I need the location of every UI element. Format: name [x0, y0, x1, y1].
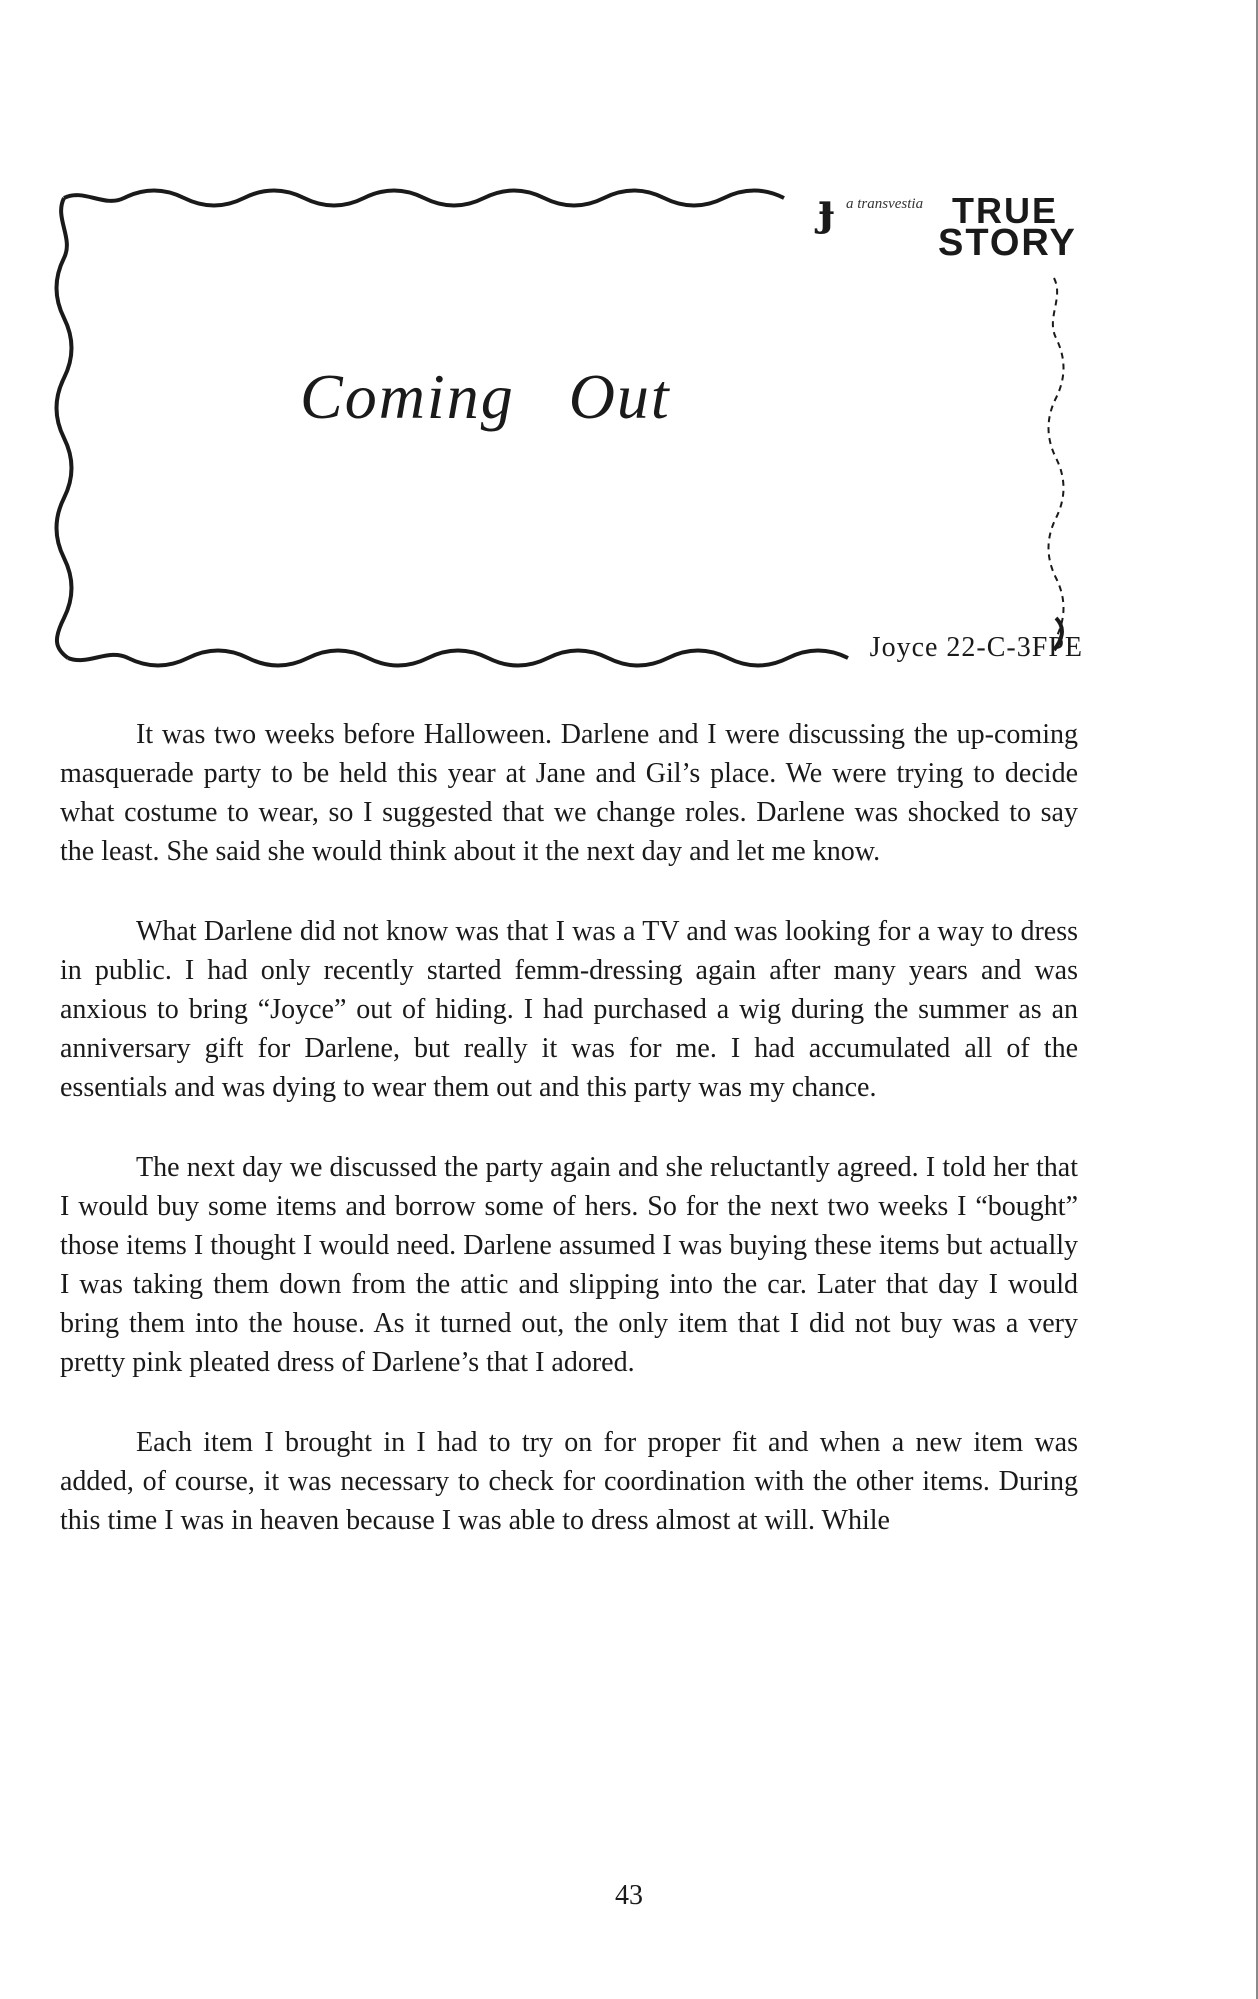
badge-subtitle: a transvestia — [846, 196, 924, 212]
badge-word-true: TRUE — [952, 190, 1058, 231]
story-body — [60, 715, 1078, 1581]
story-title — [300, 360, 671, 434]
paragraph: Each item I brought in I had to try on for proper fit and when a new item was added, of course, it was necessary to check for coordination with the other items. During this time I was in heaven because I was able to dress almost at will. While — [60, 1427, 1078, 1536]
title-word-2: Out — [568, 361, 671, 432]
title-word-1: Coming — [300, 361, 515, 432]
true-story-badge — [818, 184, 1077, 266]
paragraph: The next day we discussed the party again and she reluctantly agreed. I told her that I would buy some items and borrow some of hers. So for the next two weeks I “bought” those items I thought I would need. Darlene assumed I was buying these items but actually I was taking them down from the attic and slipping into the car. Later that day I would bring them into the house. As it turned out, the only item that I did not buy was a very pretty pink pleated dress of Darlene’s that I adored. — [60, 1152, 1078, 1378]
badge-word-story: STORY — [938, 222, 1077, 264]
paragraph: What Darlene did not know was that I was a TV and was looking for a way to dress in public. I had only recently started femm-dressing again after many years and was anxious to bring “Joyce” out of hiding. I had purchased a wig during the summer as an anniversary gift for Darlene, but really it was for me. I had accumulated all of the essentials and was dying to wear them out and this party was my chance. — [60, 916, 1078, 1103]
author-byline: Joyce 22-C-3FPE — [869, 632, 1083, 663]
page-number: 43 — [615, 1880, 643, 1911]
paragraph: It was two weeks before Halloween. Darlene and I were discussing the up-coming masquerade party to be held this year at Jane and Gil’s place. We were trying to decide what costume to wear, so I suggested that we change roles. Darlene was shocked to say the least. She said she would think about it the next day and let me know. — [60, 719, 1078, 867]
figure-icon: ɟ — [818, 184, 836, 235]
